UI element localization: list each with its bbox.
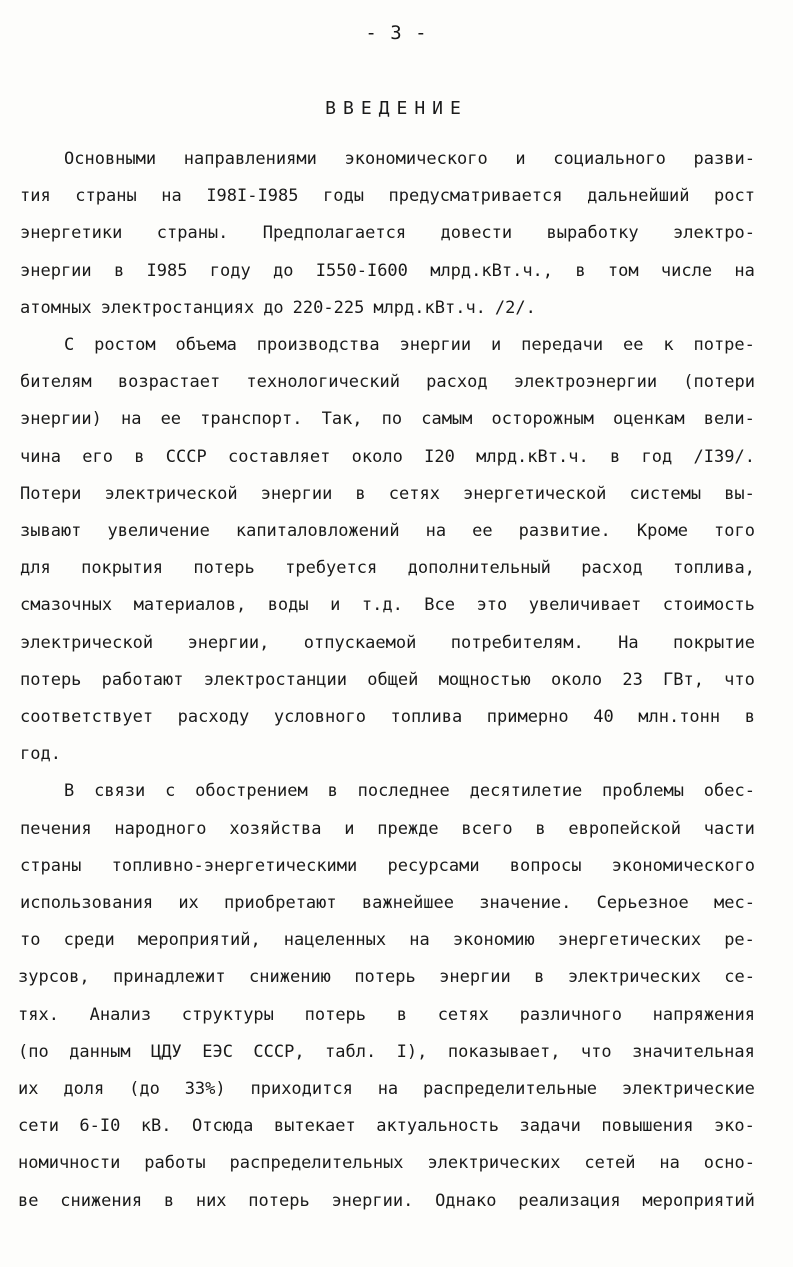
text-line: номичности работы распределительных электрических сетей на осно- (18, 1153, 755, 1174)
text-line: использования их приобретают важнейшее значение. Серьезное мес- (20, 893, 755, 913)
text-line: то среди мероприятий, нацеленных на экономию энергетических ре- (20, 930, 755, 951)
text-line: Потери электрической энергии в сетях энергетической системы вы- (20, 483, 755, 504)
text-line: их доля (до 33%) приходится на распределительные электрические (18, 1079, 755, 1099)
text-line: страны топливно-энергетическими ресурсами вопросы экономического (20, 855, 755, 876)
text-line: (по данным ЦДУ ЕЭС СССР, табл. I), показывает, что значительная (18, 1041, 755, 1062)
text-line: потерь работают электростанции общей мощностью около 23 ГВт, что (20, 669, 755, 690)
text-line: энергетики страны. Предполагается довести выработку электро- (20, 223, 755, 244)
page-number: - 3 - (365, 22, 428, 44)
text-line: Основными направлениями экономического и социального разви- (64, 149, 755, 169)
section-heading: ВВЕДЕНИЕ (325, 98, 468, 119)
text-line: для покрытия потерь требуется дополнительный расход топлива, (20, 558, 755, 579)
text-line: энергии в I985 году до I550-I600 млрд.кВт.ч., в том числе на (20, 260, 755, 281)
text-line: смазочных материалов, воды и т.д. Все это увеличивает стоимость (20, 595, 755, 616)
text-line: энергии) на ее транспорт. Так, по самым осторожным оценкам вели- (20, 409, 755, 430)
text-line: зывают увеличение капиталовложений на ее развитие. Кроме того (20, 521, 755, 541)
text-line: ве снижения в них потерь энергии. Однако реализация мероприятий (18, 1190, 755, 1211)
text-line: год. (20, 744, 61, 765)
text-line: печения народного хозяйства и прежде всего в европейской части (20, 818, 755, 839)
text-line: зурсов, принадлежит снижению потерь энергии в электрических се- (18, 967, 755, 988)
text-line: С ростом объема производства энергии и передачи ее к потре- (64, 335, 755, 355)
text-line: тия страны на I98I-I985 годы предусматривается дальнейший рост (20, 186, 755, 207)
text-line: сети 6-I0 кВ. Отсюда вытекает актуальность задачи повышения эко- (18, 1116, 755, 1137)
text-line: бителям возрастает технологический расход электроэнергии (потери (20, 372, 755, 393)
text-line: чина его в СССР составляет около I20 млрд.кВт.ч. в год /I39/. (20, 446, 755, 467)
text-line: электрической энергии, отпускаемой потребителям. На покрытие (20, 632, 755, 653)
text-line: соответствует расходу условного топлива примерно 40 млн.тонн в (20, 707, 755, 727)
text-line: В связи с обострением в последнее десятилетие проблемы обес- (64, 781, 755, 802)
text-line: тях. Анализ структуры потерь в сетях различного напряжения (18, 1004, 755, 1025)
text-line: атомных электростанциях до 220-225 млрд.кВт.ч. /2/. (20, 297, 536, 318)
